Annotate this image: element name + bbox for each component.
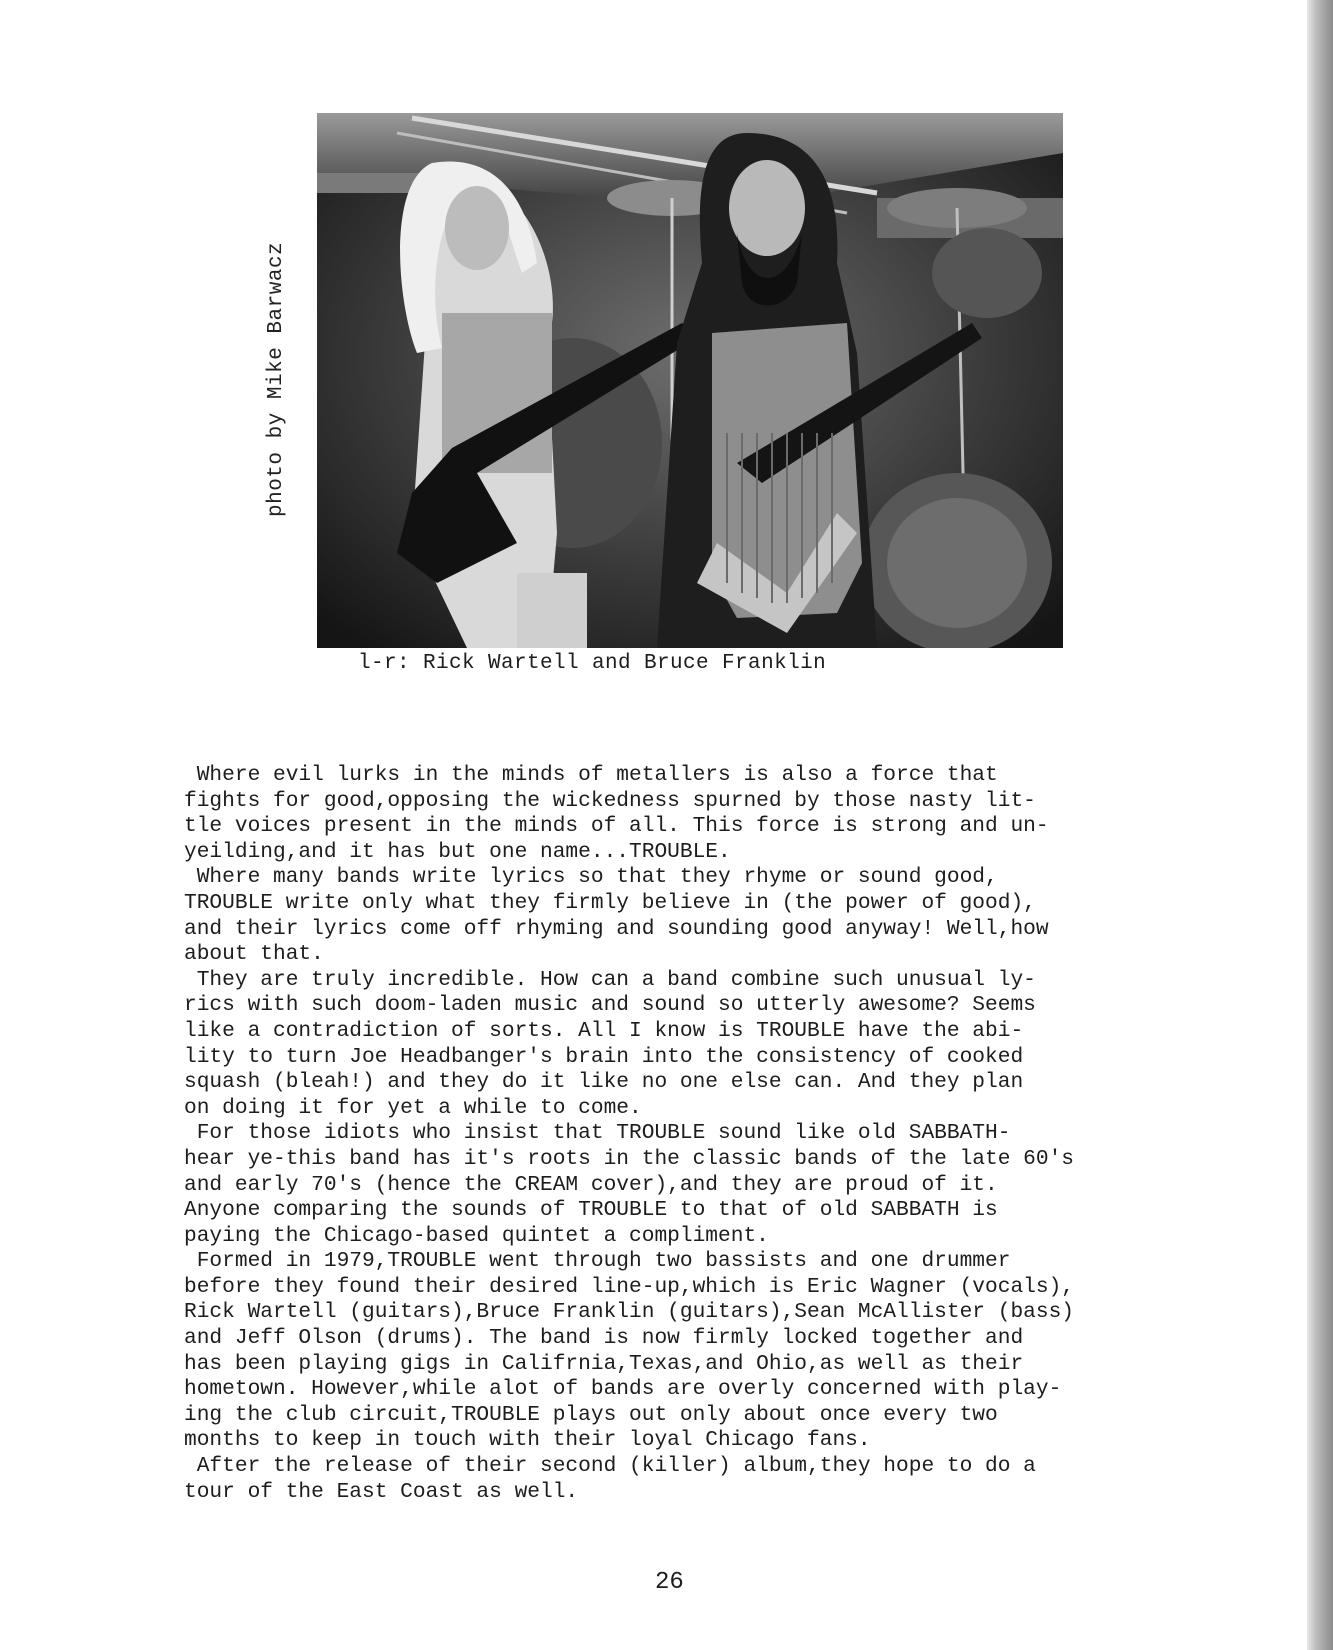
article-line: fights for good,opposing the wickedness spurned by those nasty lit- bbox=[184, 788, 1036, 813]
photo-caption: l-r: Rick Wartell and Bruce Franklin bbox=[358, 652, 827, 675]
article-line: and Jeff Olson (drums). The band is now firmly locked together and bbox=[184, 1326, 1024, 1351]
band-photo bbox=[317, 113, 1063, 648]
article-line: ing the club circuit,TROUBLE plays out only about once every two bbox=[184, 1402, 998, 1427]
article-line: tour of the East Coast as well. bbox=[184, 1479, 579, 1504]
article-line: hear ye-this band has it's roots in the classic bands of the late 60's bbox=[184, 1146, 1075, 1171]
article-line: Rick Wartell (guitars),Bruce Franklin (guitars),Sean McAllister (bass) bbox=[184, 1300, 1075, 1325]
article-line: on doing it for yet a while to come. bbox=[184, 1095, 642, 1120]
article-line: Where many bands write lyrics so that they rhyme or sound good, bbox=[184, 865, 998, 890]
article-line: months to keep in touch with their loyal Chicago fans. bbox=[184, 1428, 871, 1453]
article-line: like a contradiction of sorts. All I know is TROUBLE have the abi- bbox=[184, 1018, 1024, 1043]
article-line: For those idiots who insist that TROUBLE sound like old SABBATH- bbox=[184, 1121, 1011, 1146]
article-line: After the release of their second (killer) album,they hope to do a bbox=[184, 1454, 1036, 1479]
article-line: tle voices present in the minds of all. This force is strong and un- bbox=[184, 814, 1049, 839]
article-line: squash (bleah!) and they do it like no one else can. And they plan bbox=[184, 1070, 1024, 1095]
article-line: lity to turn Joe Headbanger's brain into the consistency of cooked bbox=[184, 1044, 1024, 1069]
article-line: about that. bbox=[184, 942, 324, 967]
page-number: 26 bbox=[655, 1569, 684, 1596]
article-line: before they found their desired line-up,which is Eric Wagner (vocals), bbox=[184, 1274, 1075, 1299]
article-line: and early 70's (hence the CREAM cover),and they are proud of it. bbox=[184, 1172, 998, 1197]
article-line: Anyone comparing the sounds of TROUBLE to that of old SABBATH is bbox=[184, 1198, 998, 1223]
article-line: hometown. However,while alot of bands are overly concerned with play- bbox=[184, 1377, 1062, 1402]
page-edge-shadow bbox=[1307, 0, 1333, 1650]
article-body bbox=[184, 763, 1264, 1505]
article-line: yeilding,and it has but one name...TROUBLE. bbox=[184, 839, 731, 864]
article-line: paying the Chicago-based quintet a compliment. bbox=[184, 1223, 769, 1248]
band-photo-illustration bbox=[317, 113, 1063, 648]
photo-credit: photo by Mike Barwacz bbox=[265, 241, 288, 517]
article-line: Formed in 1979,TROUBLE went through two bassists and one drummer bbox=[184, 1249, 1011, 1274]
article-line: They are truly incredible. How can a band combine such unusual ly- bbox=[184, 967, 1036, 992]
article-line: TROUBLE write only what they firmly believe in (the power of good), bbox=[184, 890, 1036, 915]
article-line: Where evil lurks in the minds of metallers is also a force that bbox=[184, 763, 998, 787]
article-line: and their lyrics come off rhyming and sounding good anyway! Well,how bbox=[184, 916, 1049, 941]
article-line: rics with such doom-laden music and sound so utterly awesome? Seems bbox=[184, 993, 1036, 1018]
article-line: has been playing gigs in Califrnia,Texas,and Ohio,as well as their bbox=[184, 1351, 1024, 1376]
